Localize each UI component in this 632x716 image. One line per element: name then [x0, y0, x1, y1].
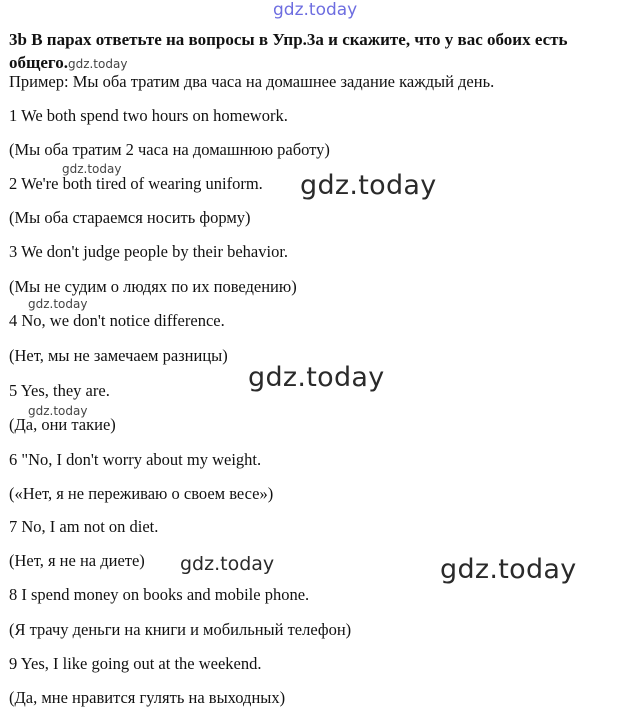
translation-line-1: (Мы оба тратим 2 часа на домашнюю работу): [9, 140, 330, 159]
answer-line-8: 8 I spend money on books and mobile phone.: [9, 585, 310, 604]
answer-line-6: 6 "No, I don't worry about my weight.: [9, 450, 262, 469]
answer-line-5: 5 Yes, they are.: [9, 381, 110, 400]
watermark-top: gdz.today: [273, 0, 358, 20]
translation-line-9: (Да, мне нравится гулять на выходных): [9, 688, 286, 707]
watermark-small-3: gdz.today: [28, 404, 88, 418]
example-line: Пример: Мы оба тратим два часа на домашнее задание каждый день.: [9, 72, 495, 91]
watermark-small-1: gdz.today: [62, 162, 122, 176]
watermark-small-2: gdz.today: [28, 297, 88, 311]
translation-line-3: (Мы не судим о людях по их поведению): [9, 277, 297, 296]
translation-line-7: (Нет, я не на диете): [9, 551, 145, 570]
translation-line-4: (Нет, мы не замечаем разницы): [9, 346, 228, 365]
exercise-heading: [9, 28, 624, 76]
watermark-large-3: gdz.today: [440, 554, 577, 585]
watermark-large-1: gdz.today: [300, 170, 437, 201]
answer-line-4: 4 No, we don't notice difference.: [9, 311, 225, 330]
translation-line-5: (Да, они такие): [9, 415, 116, 434]
answer-line-3: 3 We don't judge people by their behavior.: [9, 242, 289, 261]
exercise-heading-text: 3b В парах ответьте на вопросы в Упр.3а и скажите, что у вас обоих есть общего.: [9, 30, 568, 72]
answer-line-1: 1 We both spend two hours on homework.: [9, 106, 288, 125]
watermark-large-2: gdz.today: [248, 362, 385, 393]
answer-line-9: 9 Yes, I like going out at the weekend.: [9, 654, 262, 673]
watermark-medium: gdz.today: [180, 553, 275, 575]
translation-line-2: (Мы оба стараемся носить форму): [9, 208, 251, 227]
answer-line-7: 7 No, I am not on diet.: [9, 517, 159, 536]
answer-line-2: 2 We're both tired of wearing uniform.: [9, 174, 263, 193]
translation-line-8: (Я трачу деньги на книги и мобильный телефон): [9, 620, 352, 639]
translation-line-6: («Нет, я не переживаю о своем весе»): [9, 484, 274, 503]
watermark-inline: gdz.today: [67, 57, 128, 71]
